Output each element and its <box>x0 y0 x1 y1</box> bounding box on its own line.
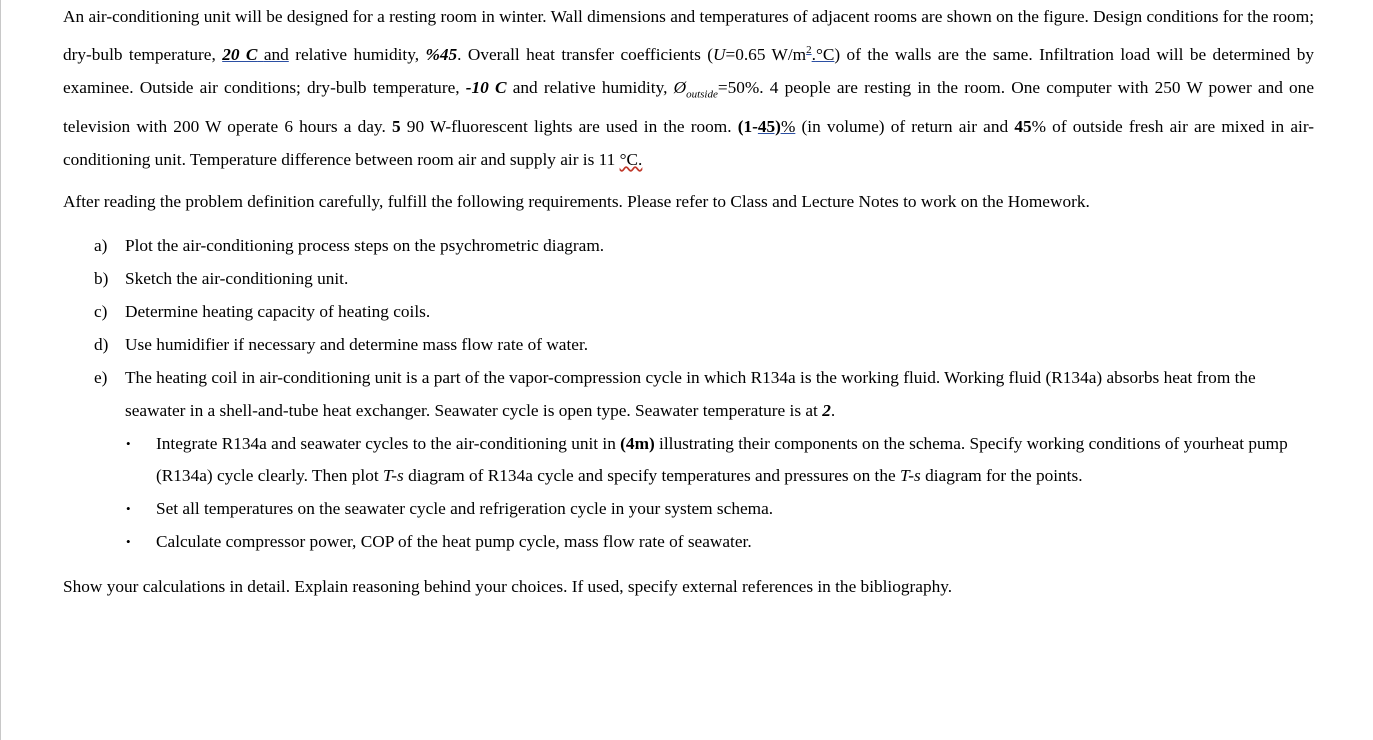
item-marker: a) <box>94 235 108 255</box>
item-marker: b) <box>94 268 109 288</box>
item-marker: d) <box>94 334 109 354</box>
page-left-border <box>0 0 1 740</box>
bullet-dot: • <box>126 435 131 451</box>
room-humidity: %45 <box>425 44 458 64</box>
list-item: c) Determine heating capacity of heating coils. <box>63 295 1314 328</box>
bullet-item: • Set all temperatures on the seawater cycle and refrigeration cycle in your system schema. <box>63 493 1314 526</box>
outside-temperature: -10 C <box>465 77 507 97</box>
bullet-item: • Calculate compressor power, COP of the heat pump cycle, mass flow rate of seawater. <box>63 526 1314 559</box>
list-item: a) Plot the air-conditioning process steps on the psychrometric diagram. <box>63 229 1314 262</box>
document-page <box>63 0 1314 603</box>
list-item: b) Sketch the air-conditioning unit. <box>63 262 1314 295</box>
and-word: and <box>263 44 289 64</box>
bullet-item: • Integrate R134a and seawater cycles to the air-conditioning unit in (4m) illustrating their components on the schema. Specify working conditions of yourheat pump (R134a) cycle clearly. Then plot T-s diagram of R134a cycle and specify temperatures and pressures on the T-s diagram for the points. <box>63 428 1314 493</box>
item-marker: e) <box>94 367 108 387</box>
return-air-percent: 45) <box>757 116 781 136</box>
list-item: d) Use humidifier if necessary and determine mass flow rate of water. <box>63 328 1314 361</box>
lights-count: 5 <box>391 116 401 136</box>
list-item-e: e) The heating coil in air-conditioning unit is a part of the vapor-compression cycle in which R134a is the working fluid. Working fluid (R134a) absorbs heat from the seawater in a shell-and-tube heat exchanger. Seawater cycle is open type. Seawater temperature is at 2. <box>63 361 1314 427</box>
sub-bullet-list <box>63 428 1314 558</box>
problem-statement: An air-conditioning unit will be designed for a resting room in winter. Wall dimensions and temperatures of adjacent rooms are shown on the figure. Design conditions for the room; dry-bulb temperature, 20 C and relative humidity, %45. Overall heat transfer coefficients (U=0.65 $W/m^2.^\circ C$) of the walls are the same. Infiltration load will be determined by examinee. Outside air conditions; dry-bulb temperature, -10 C and relative humidity, $Ø_{outside}=50\%$. 4 people are resting in the room. One computer with 250 W power and one television with 200 W operate 6 hours a day. 5 90 W-fluorescent lights are used in the room. (1-45)% (in volume) of return air and 45% of outside fresh air are mixed in air-conditioning unit. Temperature difference between room air and supply air is 11 °C. <box>63 7 1314 169</box>
closing-paragraph: Show your calculations in detail. Explain reasoning behind your choices. If used, specify external references in the bibliography. <box>63 577 953 597</box>
room-temperature: 20 C <box>222 44 258 64</box>
intro-paragraph: After reading the problem definition carefully, fulfill the following requirements. Please refer to Class and Lecture Notes to work on the Homework. <box>63 191 1090 211</box>
fresh-air-percent: 45 <box>1014 116 1032 136</box>
bullet-dot: • <box>126 500 131 516</box>
bullet-dot: • <box>126 533 131 549</box>
seawater-temperature: 2 <box>822 400 831 420</box>
requirements-list <box>63 229 1314 427</box>
item-marker: c) <box>94 301 108 321</box>
